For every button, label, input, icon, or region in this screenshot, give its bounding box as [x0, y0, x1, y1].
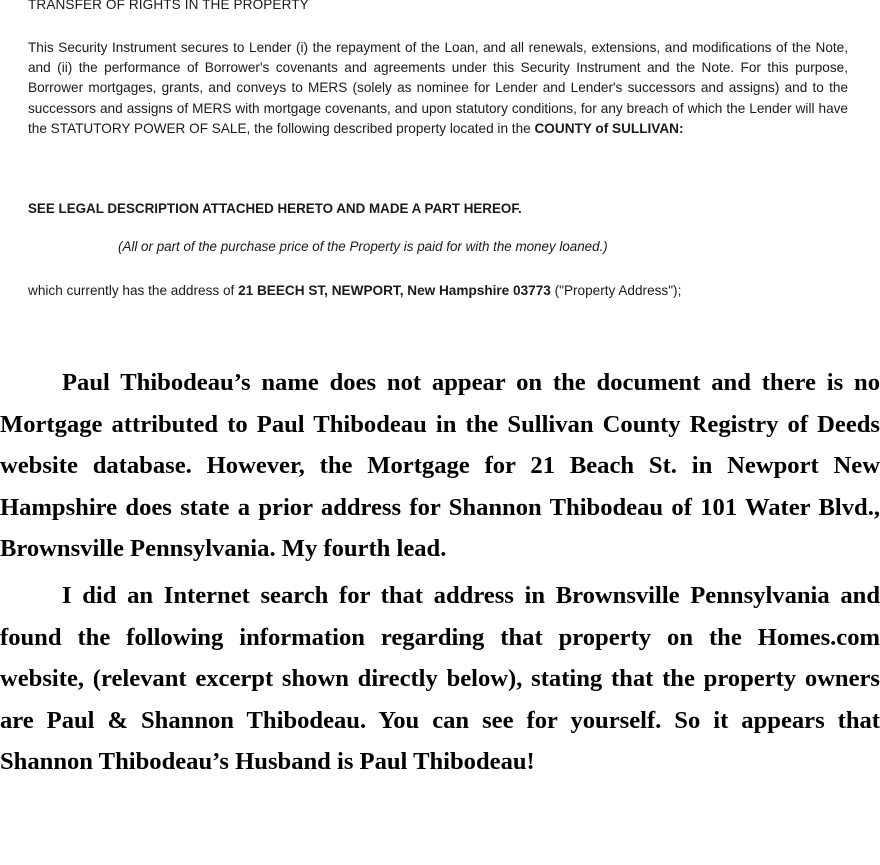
address-prefix: which currently has the address of	[28, 283, 235, 298]
transfer-rights-text: This Security Instrument secures to Lender (i) the repayment of the Loan, and all renewals, extensions, and modifications of the Note, and (ii) the performance of Borrower's covenants and agreements under this Security Instrument and the Note. For this purpose, Borrower mortgages, grants, and conveys to MERS (solely as nominee for Lender and Lender's successors and assigns) and to the successors and assigns of MERS with mortgage covenants, and upon statutory conditions, for any breach of which the Lender will have the STATUTORY POWER OF SALE, the following described property located in the	[28, 40, 848, 136]
address-suffix: ("Property Address");	[554, 283, 682, 298]
section-heading: TRANSFER OF RIGHTS IN THE PROPERTY	[28, 0, 309, 12]
narrative-paragraph-1: Paul Thibodeau’s name does not appear on the document and there is no Mortgage attributed to Paul Thibodeau in the Sullivan County Registry of Deeds website database. However, the Mortgage for 21 Beach St. in Newport New Hampshire does state a prior address for Shannon Thibodeau of 101 Water Blvd., Brownsville Pennsylvania. My fourth lead.	[0, 369, 880, 563]
property-address: 21 BEECH ST, NEWPORT, New Hampshire 03773	[238, 283, 551, 298]
transfer-rights-paragraph	[28, 38, 848, 139]
property-address-paragraph	[28, 281, 848, 301]
purchase-price-note: (All or part of the purchase price of the Property is paid for with the money loaned.)	[118, 239, 608, 254]
narrative-text	[0, 362, 880, 783]
narrative-paragraph-2: I did an Internet search for that address in Brownsville Pennsylvania and found the following information regarding that property on the Homes.com website, (relevant excerpt shown directly below), stating that the property owners are Paul & Shannon Thibodeau. You can see for yourself. So it appears that Shannon Thibodeau’s Husband is Paul Thibodeau!	[0, 581, 880, 776]
county-label: COUNTY of SULLIVAN:	[534, 120, 684, 136]
scanned-mortgage-excerpt	[0, 0, 880, 340]
legal-description-line: SEE LEGAL DESCRIPTION ATTACHED HERETO AND MADE A PART HEREOF.	[28, 201, 522, 216]
